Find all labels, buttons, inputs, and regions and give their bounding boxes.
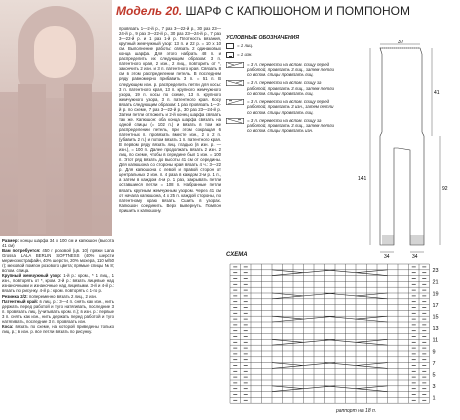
left-text-column: Размер: концы шарфа 34 х 100 см и капюшон (высота 41 см) Вам потребуется: 450 г розовой (цв. 10) пряжи Lana Grossa LALA BERLIN SOFTNESS (40% шерсти мериноэкстрафайн, 40% шерсти, 20% мохера, 110 м/50 г); меховой помпон розового цвета; прямые спицы № 8; вспом. спица. Крупный жемчужный узор: 1-й р.: кром., * 1 лиц., 1 изн., повторять от *, кром. 2-й р.: вязать лицевые над изнаночными и изнаночные над лицевыми. 3-й и 4-й р.: вязать по рисунку. 4-й р.: кром. повторять с 1-го р. Резинка 2/2: попеременно вязать 2 лиц., 2 изн. Патентный край: в лиц. р.: 3—4 п. снять как изн., нить держать перед работой и туго натягивать, последние 3 п. провязать лиц. (учитывать кром. п.); в изн. р.: первые 3 п. снять как изн., нить держать перед работой и туго натягивать, последние 3 п. провязать изн. Коса: вязать по схеме, на которой приведены только лиц. р.; в изн. р. все петли вязать по рисунку. [2,238,115,334]
row-label: 21 [432,279,439,286]
row-label: 7 [432,360,436,367]
legend-item: = 3 п. перевести на вспом. спицу за работой, провязать 3 лиц., затем петли со вспом. спицы провязать лиц. [226,80,336,96]
model-name: ШАРФ С КАПЮШОНОМ И ПОМПОНОМ [185,4,410,18]
row-label: 3 [432,384,436,391]
knitting-chart [226,262,454,408]
legend-heading: УСЛОВНЫЕ ОБОЗНАЧЕНИЯ [226,35,300,41]
row-label: 19 [432,291,439,298]
row-label: 13 [432,326,439,333]
page-title [116,1,460,23]
schema-bottom-left-label: 34 [384,254,390,260]
row-label: 5 [432,372,436,379]
cable-right-icon [226,80,244,86]
row-label: 23 [432,268,439,275]
cable-purl-left-icon [226,99,244,105]
schema-bottom-right-label: 34 [412,254,418,260]
chart-caption: раппорт на 18 п. [336,408,377,414]
knit-symbol-icon [226,43,234,49]
legend-item: = 3 п. перевести на вспом. спицу перед работой, провязать 3 лиц., затем петли со вспом. спицы провязать лиц. [226,62,336,78]
cable-left-icon [226,62,244,68]
middle-text-column: провязать 1—2-й р., 7 раз 3—22-й р., 30 раз 23—24-й р., 9 раз 3—22-й р., 30 раз 23—24-й р., 7 раз 3—22-й р. и 1 раз 1-й р. Плотность вязания, крупный жемчужный узор: 13 п. и 22 р. = 10 х 10 см. Выполнение работы: связать 2 одинаковых конца шарфа. Для этого набрать 48 п. и распределить их следующим образом: 3 п. патентного края, 2 изн., 2 лиц., повторить от *, закончить 2 изн. и 3 п. патентного края. Связать 8 см в этом распределении петель. В последнем ряду равномерно прибавить 3 п. = 51 п. В следующем изн. р. распределить петли для косы: 3 п. патентного края, 13 п. крупного жемчужного узора, 19 п. косы по схеме, 13 п. крупного жемчужного узора, 3 п. патентного края. Косу вязать следующим образом: 1 раз провязать 1—2-й р. по схеме, 7 раз 3—22-й р., 30 раз 23—24-й р. Затем петли отложить и 2-й конец шарфа связать так же. Капюшон: оба конца шарфа связать на одной спицы (= 102 п.) и вязать в том же распределении петель, при этом сокращая 6 патентных п. провязать вместе изн., 2 х 2 п. (убавить 2 п.) и потом вязать 1 п. патентного края. В первом ряду вязать лиц. гладью (в изн. р. — изн.), = 100 п. Далее продолжать вязать 2 изн. 2 лиц. по схеме, чтобы в середине был 1 изн. = 100 п. Этот ряд вязать до высоты 41 см от середины. Для капюшона со стороны края вязать 4 ч.: 3—22 р. Для капюшона с левой и правой сторон от центральных 2 изн. п. 4 раза в каждом 2-м р. 1 п., а затем в каждом 4-м р. 1 раз, закрывать петли оставшиеся петли = 108 п. Набранные петли вязать крупным жемчужным узором. Через 41 см от начала капюшона, 4 х 25 п. каждой стороны, по патентному краю вязать. Сшить в узорах. Капюшон соединить. Верх вывернуть. Помпон пришить к капюшону. [119,26,221,213]
model-number: Модель 20. [116,4,183,18]
row-label: 11 [432,337,439,344]
scarf-schematic [340,40,458,260]
schema-right-top-label: 41 [434,90,440,96]
model-photo [0,0,112,236]
schema-left-label: 141 [358,176,367,182]
row-label: 1 [432,395,436,402]
legend [226,36,336,137]
legend-item: = 3 п. перевести на вспом. спицу за работой, провязать 3 лиц., затем петли со вспом. спицы провязать изн. [226,118,336,134]
schema-top-label: 37 [398,40,404,45]
cable-purl-right-icon [226,118,244,124]
legend-item: = 1 изн. [226,52,336,58]
row-label: 17 [432,302,439,309]
chart-title: СХЕМА [226,252,248,258]
schema-right-bottom-label: 92 [442,186,448,192]
legend-item: = 1 лиц. [226,43,336,49]
legend-item: = 3 п. перевести на вспом. спицу перед работой, провязать 3 изн., затем петли со вспом. спицы провязать лиц. [226,99,336,115]
row-label: 9 [432,349,436,356]
row-label: 15 [432,314,439,321]
purl-symbol-icon [226,52,234,58]
